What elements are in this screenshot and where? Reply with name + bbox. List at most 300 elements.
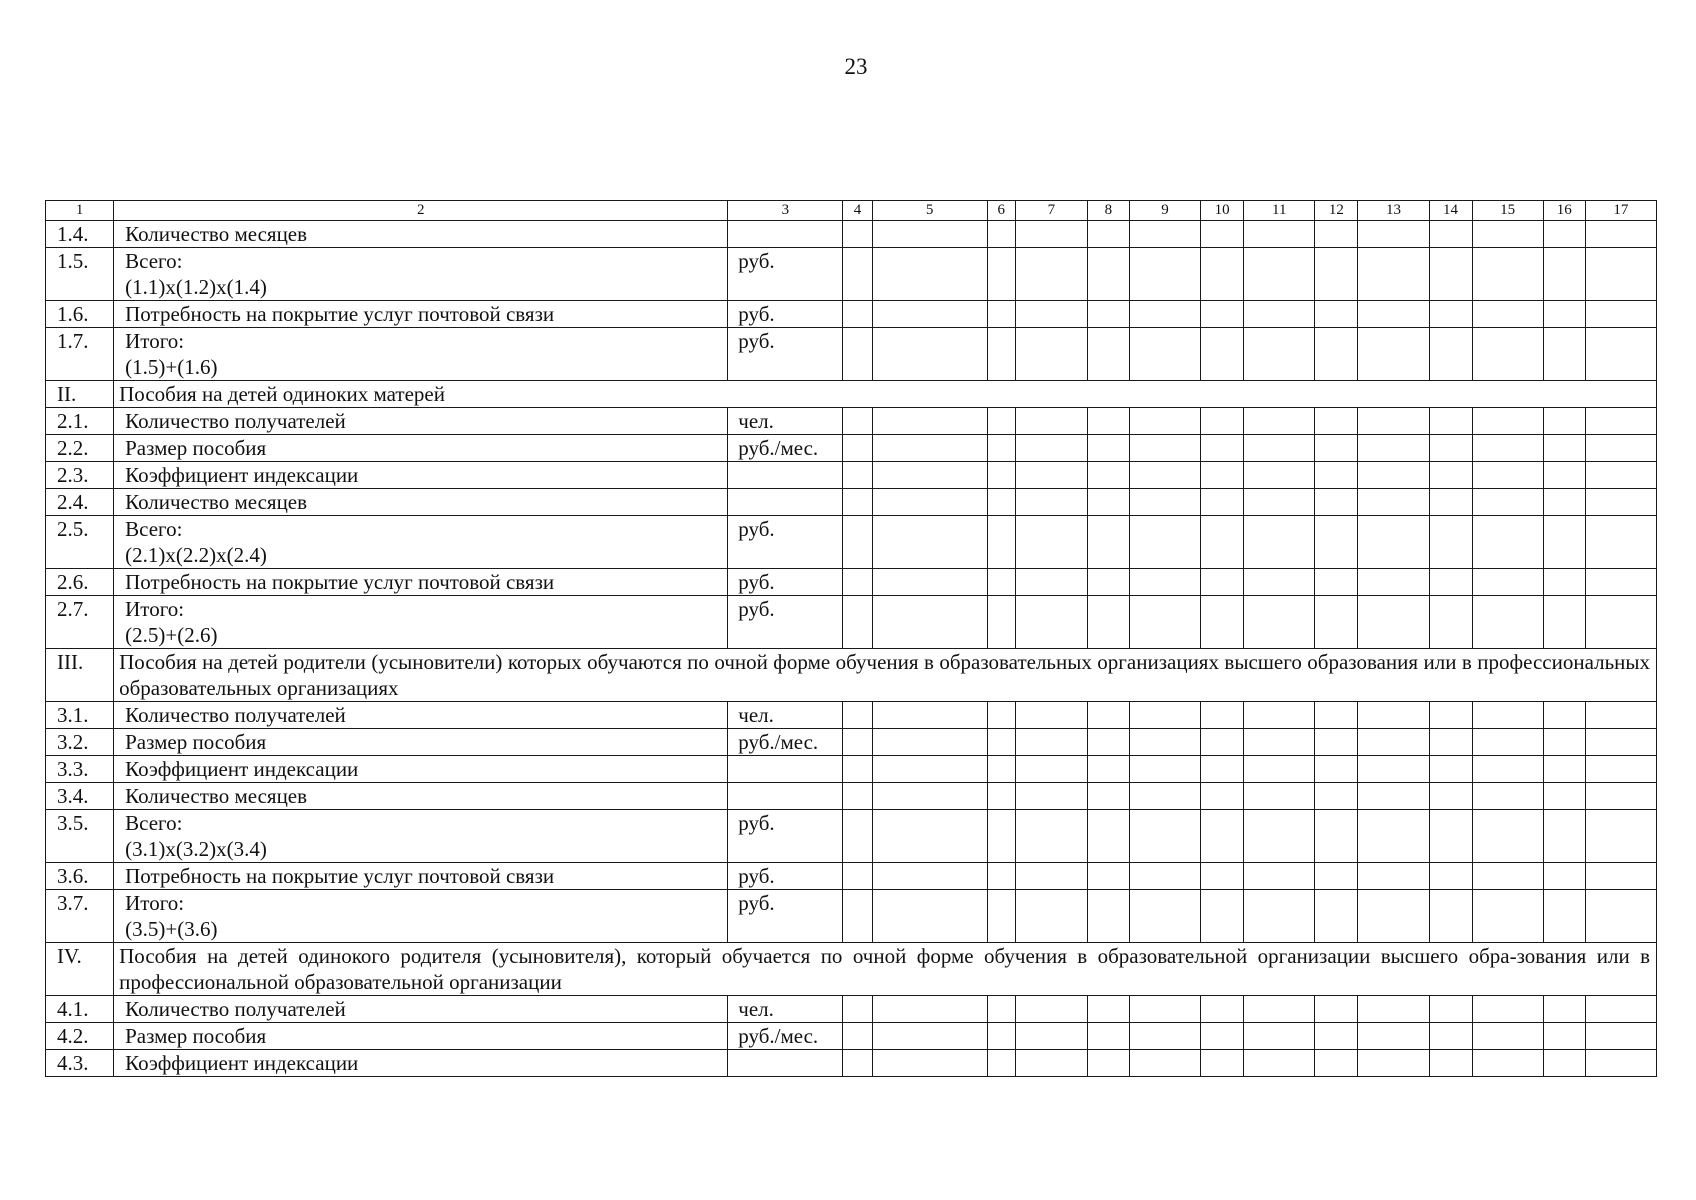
value-cell <box>1472 569 1543 596</box>
value-cell <box>1129 702 1200 729</box>
table-row <box>46 890 1657 943</box>
value-cell <box>1358 810 1429 863</box>
value-cell <box>1129 516 1200 569</box>
value-cell <box>1315 1023 1358 1050</box>
value-cell <box>1315 435 1358 462</box>
value-cell <box>987 569 1015 596</box>
budget-form-table <box>45 200 1657 1077</box>
table-row <box>46 810 1657 863</box>
value-cell <box>1358 462 1429 489</box>
value-cell <box>987 1050 1015 1077</box>
value-cell <box>1315 301 1358 328</box>
value-cell <box>1315 328 1358 381</box>
value-cell <box>1015 408 1087 435</box>
value-cell <box>1129 996 1200 1023</box>
value-cell <box>1015 301 1087 328</box>
value-cell <box>1201 756 1244 783</box>
table-row <box>46 408 1657 435</box>
value-cell <box>1201 890 1244 943</box>
value-cell <box>1244 756 1315 783</box>
value-cell <box>1315 462 1358 489</box>
value-cell <box>1015 1023 1087 1050</box>
value-cell <box>1429 810 1472 863</box>
value-cell <box>1315 890 1358 943</box>
value-cell <box>1315 783 1358 810</box>
value-cell <box>843 783 872 810</box>
value-cell <box>1358 516 1429 569</box>
value-cell <box>1087 569 1129 596</box>
value-cell <box>1129 756 1200 783</box>
value-cell <box>1472 756 1543 783</box>
table-row <box>46 328 1657 381</box>
value-cell <box>1543 569 1585 596</box>
value-cell <box>1244 810 1315 863</box>
value-cell <box>1315 248 1358 301</box>
value-cell <box>872 810 987 863</box>
value-cell <box>987 462 1015 489</box>
value-cell <box>1244 462 1315 489</box>
value-cell <box>987 435 1015 462</box>
value-cell <box>1087 489 1129 516</box>
value-cell <box>1244 301 1315 328</box>
indicator-name <box>114 1023 728 1050</box>
value-cell <box>1585 328 1656 381</box>
value-cell <box>1129 890 1200 943</box>
value-cell <box>1429 489 1472 516</box>
indicator-line: Количество получателей <box>125 997 346 1021</box>
value-cell <box>843 489 872 516</box>
value-cell <box>1585 996 1656 1023</box>
indicator-name <box>114 221 728 248</box>
value-cell <box>1201 729 1244 756</box>
value-cell <box>843 435 872 462</box>
value-cell <box>1429 328 1472 381</box>
value-cell <box>1543 783 1585 810</box>
value-cell <box>1129 729 1200 756</box>
value-cell <box>1543 221 1585 248</box>
column-number-cell: 7 <box>1015 201 1087 221</box>
value-cell <box>1358 435 1429 462</box>
row-number: 3.5. <box>46 810 114 863</box>
column-number-cell: 3 <box>728 201 843 221</box>
value-cell <box>987 810 1015 863</box>
value-cell <box>1358 890 1429 943</box>
value-cell <box>843 1050 872 1077</box>
value-cell <box>1429 435 1472 462</box>
value-cell <box>1015 890 1087 943</box>
value-cell <box>1472 1050 1543 1077</box>
unit-cell: чел. <box>728 996 843 1023</box>
value-cell <box>987 863 1015 890</box>
value-cell <box>1201 408 1244 435</box>
row-number: 2.7. <box>46 596 114 649</box>
value-cell <box>1429 890 1472 943</box>
value-cell <box>1315 408 1358 435</box>
value-cell <box>1087 435 1129 462</box>
value-cell <box>1087 810 1129 863</box>
value-cell <box>1429 596 1472 649</box>
value-cell <box>1543 328 1585 381</box>
value-cell <box>872 1023 987 1050</box>
column-number-cell: 2 <box>114 201 728 221</box>
unit-cell: руб. <box>728 569 843 596</box>
row-number: 1.5. <box>46 248 114 301</box>
value-cell <box>1543 462 1585 489</box>
row-number: 3.4. <box>46 783 114 810</box>
value-cell <box>1585 435 1656 462</box>
value-cell <box>1585 1023 1656 1050</box>
value-cell <box>843 569 872 596</box>
value-cell <box>1472 729 1543 756</box>
value-cell <box>1201 516 1244 569</box>
unit-cell: руб. <box>728 301 843 328</box>
column-number-cell: 1 <box>46 201 114 221</box>
row-number: 3.2. <box>46 729 114 756</box>
unit-cell: руб. <box>728 248 843 301</box>
value-cell <box>1543 1050 1585 1077</box>
value-cell <box>1244 248 1315 301</box>
indicator-name <box>114 890 728 943</box>
value-cell <box>843 408 872 435</box>
table-row <box>46 301 1657 328</box>
indicator-line: Итого: <box>125 329 185 353</box>
value-cell <box>1087 863 1129 890</box>
value-cell <box>1585 702 1656 729</box>
value-cell <box>1315 489 1358 516</box>
section-row <box>46 943 1657 996</box>
value-cell <box>1015 516 1087 569</box>
value-cell <box>1129 489 1200 516</box>
value-cell <box>872 996 987 1023</box>
indicator-line: (1.5)+(1.6) <box>125 355 218 379</box>
value-cell <box>1087 996 1129 1023</box>
value-cell <box>1358 756 1429 783</box>
value-cell <box>1543 435 1585 462</box>
value-cell <box>1358 596 1429 649</box>
indicator-name <box>114 863 728 890</box>
value-cell <box>1087 890 1129 943</box>
value-cell <box>1087 221 1129 248</box>
table-row <box>46 569 1657 596</box>
value-cell <box>1129 248 1200 301</box>
value-cell <box>872 783 987 810</box>
value-cell <box>1201 221 1244 248</box>
value-cell <box>1244 890 1315 943</box>
value-cell <box>1429 248 1472 301</box>
column-number-row <box>46 201 1657 221</box>
value-cell <box>1358 408 1429 435</box>
row-number: 3.7. <box>46 890 114 943</box>
indicator-name <box>114 810 728 863</box>
value-cell <box>1315 756 1358 783</box>
value-cell <box>1543 408 1585 435</box>
indicator-name <box>114 1050 728 1077</box>
value-cell <box>1244 729 1315 756</box>
value-cell <box>1585 569 1656 596</box>
table-row <box>46 221 1657 248</box>
value-cell <box>1358 489 1429 516</box>
value-cell <box>1087 702 1129 729</box>
value-cell <box>843 863 872 890</box>
value-cell <box>1543 516 1585 569</box>
column-number-cell: 12 <box>1315 201 1358 221</box>
value-cell <box>1129 863 1200 890</box>
value-cell <box>1358 783 1429 810</box>
value-cell <box>872 221 987 248</box>
value-cell <box>1543 810 1585 863</box>
indicator-name <box>114 301 728 328</box>
value-cell <box>1315 996 1358 1023</box>
value-cell <box>1543 248 1585 301</box>
value-cell <box>1201 783 1244 810</box>
value-cell <box>1358 729 1429 756</box>
value-cell <box>1015 435 1087 462</box>
table-row <box>46 248 1657 301</box>
table-row <box>46 596 1657 649</box>
value-cell <box>843 702 872 729</box>
value-cell <box>872 462 987 489</box>
value-cell <box>1472 221 1543 248</box>
value-cell <box>1087 248 1129 301</box>
value-cell <box>1087 462 1129 489</box>
value-cell <box>872 328 987 381</box>
indicator-name <box>114 729 728 756</box>
row-number: 2.1. <box>46 408 114 435</box>
value-cell <box>1429 221 1472 248</box>
value-cell <box>1543 489 1585 516</box>
indicator-name <box>114 462 728 489</box>
section-title: Пособия на детей родители (усыновители) которых обучаются по очной форме обучения в образовательных организациях высшего образования или в профессиональных образовательных организациях <box>114 649 1657 702</box>
row-number: 2.6. <box>46 569 114 596</box>
section-row <box>46 649 1657 702</box>
indicator-line: Всего: <box>125 517 183 541</box>
value-cell <box>872 596 987 649</box>
column-number-cell: 13 <box>1358 201 1429 221</box>
value-cell <box>1585 489 1656 516</box>
indicator-name <box>114 569 728 596</box>
value-cell <box>1244 489 1315 516</box>
value-cell <box>1129 221 1200 248</box>
value-cell <box>987 729 1015 756</box>
indicator-line: (3.1)x(3.2)x(3.4) <box>125 837 267 861</box>
value-cell <box>987 890 1015 943</box>
value-cell <box>872 890 987 943</box>
value-cell <box>1015 596 1087 649</box>
value-cell <box>1429 1023 1472 1050</box>
indicator-line: Итого: <box>125 597 185 621</box>
indicator-line: Количество получателей <box>125 409 346 433</box>
value-cell <box>1129 1050 1200 1077</box>
table-row <box>46 435 1657 462</box>
value-cell <box>1244 1023 1315 1050</box>
table-row <box>46 996 1657 1023</box>
value-cell <box>1543 996 1585 1023</box>
value-cell <box>1244 996 1315 1023</box>
value-cell <box>1015 489 1087 516</box>
value-cell <box>843 810 872 863</box>
indicator-line: Потребность на покрытие услуг почтовой связи <box>125 864 555 888</box>
row-number: 1.4. <box>46 221 114 248</box>
value-cell <box>1129 810 1200 863</box>
indicator-line: Всего: <box>125 811 183 835</box>
table-row <box>46 863 1657 890</box>
value-cell <box>1015 996 1087 1023</box>
value-cell <box>1244 783 1315 810</box>
value-cell <box>872 729 987 756</box>
row-number: 2.3. <box>46 462 114 489</box>
value-cell <box>1015 756 1087 783</box>
value-cell <box>872 435 987 462</box>
indicator-line: Размер пособия <box>125 436 267 460</box>
value-cell <box>1358 996 1429 1023</box>
value-cell <box>1315 702 1358 729</box>
value-cell <box>843 729 872 756</box>
indicator-name <box>114 516 728 569</box>
table-body <box>46 201 1657 1077</box>
value-cell <box>1244 702 1315 729</box>
value-cell <box>872 863 987 890</box>
value-cell <box>1585 729 1656 756</box>
row-number: 3.6. <box>46 863 114 890</box>
value-cell <box>1129 328 1200 381</box>
value-cell <box>872 516 987 569</box>
value-cell <box>872 756 987 783</box>
value-cell <box>1429 996 1472 1023</box>
value-cell <box>1201 1023 1244 1050</box>
unit-cell: руб./мес. <box>728 435 843 462</box>
value-cell <box>1015 702 1087 729</box>
column-number-cell: 9 <box>1129 201 1200 221</box>
indicator-line: (2.5)+(2.6) <box>125 623 218 647</box>
value-cell <box>1472 435 1543 462</box>
table-row <box>46 516 1657 569</box>
row-number: II. <box>46 381 114 408</box>
table-row <box>46 756 1657 783</box>
value-cell <box>1244 863 1315 890</box>
value-cell <box>987 248 1015 301</box>
value-cell <box>1087 1023 1129 1050</box>
value-cell <box>1015 810 1087 863</box>
indicator-name <box>114 408 728 435</box>
value-cell <box>987 489 1015 516</box>
column-number-cell: 10 <box>1201 201 1244 221</box>
value-cell <box>1585 221 1656 248</box>
value-cell <box>1315 516 1358 569</box>
indicator-name <box>114 996 728 1023</box>
unit-cell <box>728 756 843 783</box>
value-cell <box>1315 596 1358 649</box>
value-cell <box>872 1050 987 1077</box>
value-cell <box>843 462 872 489</box>
value-cell <box>1244 1050 1315 1077</box>
value-cell <box>1087 783 1129 810</box>
value-cell <box>1087 301 1129 328</box>
value-cell <box>1201 810 1244 863</box>
value-cell <box>843 301 872 328</box>
indicator-line: Размер пособия <box>125 1024 267 1048</box>
indicator-line: Коэффициент индексации <box>125 1051 359 1075</box>
value-cell <box>1087 328 1129 381</box>
value-cell <box>1087 756 1129 783</box>
value-cell <box>1472 489 1543 516</box>
value-cell <box>1472 702 1543 729</box>
row-number: 2.5. <box>46 516 114 569</box>
value-cell <box>1201 489 1244 516</box>
indicator-name <box>114 596 728 649</box>
value-cell <box>987 516 1015 569</box>
indicator-name <box>114 702 728 729</box>
value-cell <box>1429 516 1472 569</box>
value-cell <box>1315 810 1358 863</box>
value-cell <box>1201 702 1244 729</box>
value-cell <box>1585 248 1656 301</box>
indicator-line: Размер пособия <box>125 730 267 754</box>
unit-cell: руб. <box>728 863 843 890</box>
column-number-cell: 5 <box>872 201 987 221</box>
value-cell <box>1244 516 1315 569</box>
value-cell <box>1429 863 1472 890</box>
value-cell <box>1429 702 1472 729</box>
value-cell <box>1087 1050 1129 1077</box>
value-cell <box>1129 408 1200 435</box>
value-cell <box>1585 301 1656 328</box>
indicator-line: (3.5)+(3.6) <box>125 917 218 941</box>
indicator-line: (2.1)x(2.2)x(2.4) <box>125 543 267 567</box>
row-number: 2.2. <box>46 435 114 462</box>
value-cell <box>1129 435 1200 462</box>
value-cell <box>1087 729 1129 756</box>
row-number: IV. <box>46 943 114 996</box>
value-cell <box>1201 328 1244 381</box>
value-cell <box>1244 596 1315 649</box>
value-cell <box>1429 729 1472 756</box>
value-cell <box>1315 863 1358 890</box>
value-cell <box>1315 1050 1358 1077</box>
value-cell <box>1244 328 1315 381</box>
value-cell <box>1358 569 1429 596</box>
value-cell <box>1201 462 1244 489</box>
indicator-line: Итого: <box>125 891 185 915</box>
value-cell <box>1429 756 1472 783</box>
indicator-line: Всего: <box>125 249 183 273</box>
value-cell <box>1015 863 1087 890</box>
value-cell <box>1472 810 1543 863</box>
value-cell <box>1429 1050 1472 1077</box>
column-number-cell: 6 <box>987 201 1015 221</box>
value-cell <box>1015 1050 1087 1077</box>
value-cell <box>987 221 1015 248</box>
value-cell <box>1129 301 1200 328</box>
value-cell <box>1315 221 1358 248</box>
value-cell <box>843 996 872 1023</box>
value-cell <box>1015 221 1087 248</box>
value-cell <box>1472 890 1543 943</box>
value-cell <box>1201 863 1244 890</box>
value-cell <box>1472 596 1543 649</box>
value-cell <box>1585 408 1656 435</box>
value-cell <box>1472 996 1543 1023</box>
table-row <box>46 1023 1657 1050</box>
value-cell <box>1015 729 1087 756</box>
value-cell <box>1429 301 1472 328</box>
value-cell <box>1585 756 1656 783</box>
indicator-line: Потребность на покрытие услуг почтовой связи <box>125 302 555 326</box>
row-number: III. <box>46 649 114 702</box>
value-cell <box>1358 863 1429 890</box>
value-cell <box>1472 301 1543 328</box>
indicator-line: Количество месяцев <box>125 222 308 246</box>
value-cell <box>1201 435 1244 462</box>
